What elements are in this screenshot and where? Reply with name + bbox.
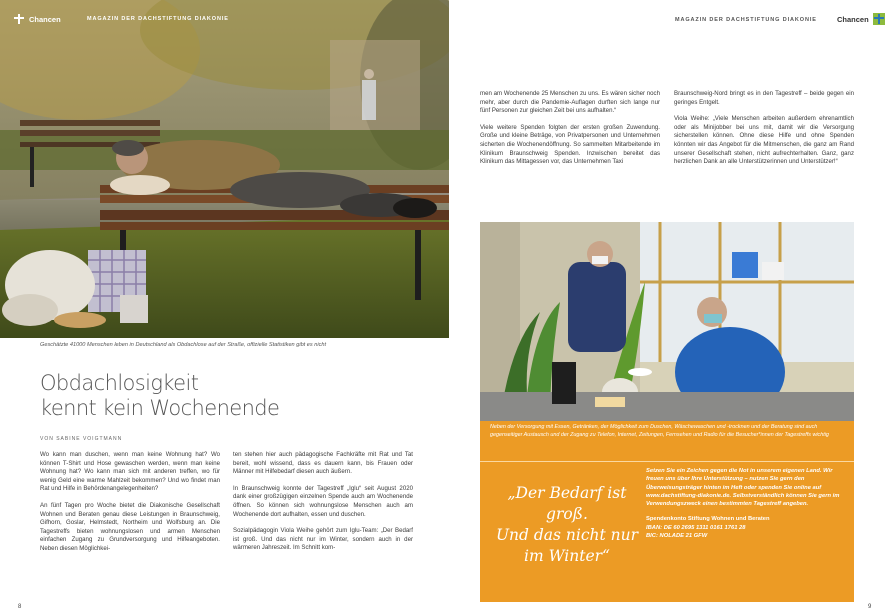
homeless-man-on-bench-photo	[0, 0, 449, 338]
pull-quote-line-1: „Der Bedarf ist groß.	[507, 484, 627, 523]
page-number: 8	[18, 604, 22, 610]
right-column-1	[480, 90, 660, 175]
right-column-2	[674, 90, 854, 175]
brand-name: Chancen	[29, 14, 61, 24]
chancen-logo	[13, 13, 61, 25]
article-title-line-1: Obdachlosigkeit	[40, 371, 199, 395]
paragraph: Viele weitere Spenden folgten der ersten großen Zuwendung. Große und kleine Beträge, von Privatpersonen und Unternehmen sicherten die Wochenendöffnung. So sammelten Mitarbeitende im Klinikum Braunschweig Spenden. Inzwischen bereitet das Klinikum das Mittagessen vor, das Unternehmen Taxi	[480, 123, 660, 166]
left-column-1	[40, 451, 220, 562]
divider	[480, 461, 854, 462]
page-number: 9	[868, 604, 872, 610]
chancen-logo	[837, 13, 885, 25]
paragraph: ten stehen hier auch pädagogische Fachkräfte mit Rat und Tat bereit, wohl wissend, dass es dauern kann, bis Frauen oder Männer mit Hilfebedarf diesen auch äußern.	[233, 451, 413, 476]
info-panel	[480, 421, 854, 602]
cross-icon	[13, 13, 25, 25]
photo-caption: Neben der Versorgung mit Essen, Getränken, der Möglichkeit zum Duschen, Wäschewaschen und -trocknen und der Beratung sind auch gegenseitiger Austausch und der Zugang zu Telefon, Internet, Zeitungen, Fernsehen und Radio für die Besucher*innen der Tagestreffs wichtig	[490, 424, 829, 438]
account-title: Spendenkonto Stiftung Wohnen und Beraten	[646, 516, 770, 523]
paragraph: In Braunschweig konnte der Tagestreff „Iglu“ seit August 2020 dank einer großzügigen einzelnen Spende auch am Wochenende öffnen. So können sich wohnungslose Menschen auch am Wochenende dort aufhalten, essen und duschen.	[233, 484, 413, 518]
brand-name: Chancen	[837, 14, 869, 24]
magazine-title: MAGAZIN DER DACHSTIFTUNG DIAKONIE	[87, 16, 229, 22]
iban: IBAN: DE 60 2695 1311 0161 1761 28	[646, 524, 746, 531]
magazine-title: MAGAZIN DER DACHSTIFTUNG DIAKONIE	[675, 17, 817, 23]
paragraph: Sozialpädagogin Viola Weihe gehört zum Iglu-Team: „Der Bedarf ist groß. Und das nicht nur im Winter, sondern auch in der wärmeren Jahreszeit. Im Schnitt kom-	[233, 527, 413, 552]
pull-quote-line-3: im Winter“	[524, 547, 610, 565]
left-column-2	[233, 451, 413, 561]
donation-text: Setzen Sie ein Zeichen gegen die Not in unserem eigenen Land. Wir freuen uns über Ihre Unterstützung – nutzen Sie gern den Überweisungsträger hinten im Heft oder spenden Sie online auf www.dachstiftung-diakonie.de. Selbstverständlich können Sie gern im Verwendungszweck einen bestimmten Tagestreff angeben.	[646, 468, 840, 508]
pull-quote	[492, 483, 642, 567]
article-title	[40, 371, 279, 421]
paragraph: men am Wochenende 25 Menschen zu uns. Es wären sicher noch mehr, aber durch die Pandemie-Auflagen durften sich lange nur fünf Personen zur gleichen Zeit bei uns aufhalten.“	[480, 90, 660, 115]
paragraph: Wo kann man duschen, wenn man keine Wohnung hat? Wo können T-Shirt und Hose gewaschen werden, wenn man keine Wohnung hat? Wo kann man sich mit anderen treffen, wo für wenig Geld eine warme Mahlzeit bekommen? Und wo findet man Rat und Hilfe in Behördenangelegenheiten?	[40, 451, 220, 493]
article-title-line-2: kennt kein Wochenende	[40, 396, 280, 420]
donation-info	[646, 467, 846, 540]
paragraph: An fünf Tagen pro Woche bietet die Diakonische Gesellschaft Wohnen und Beraten genau diese Leistungen in Braunschweig, Gifhorn, Goslar, Helmstedt, Northeim und Wolfsburg an. Die Tagestreffs bieten wohnungslosen und armen Menschen einfachen Zugang zu Grundversorgung und Hilfeangeboten. Neben diesen Möglichkei-	[40, 501, 220, 552]
paragraph: Viola Weihe: „Viele Menschen arbeiten außerdem ehrenamtlich oder als Minijobber bei uns mit, damit wir die Versorgung sicherstellen können. Ohne diese Hilfe und ohne Spenden könnten wir das Angebot für die Mitmenschen, die ganz am Rand unserer Gesellschaft stehen, nicht aufrechterhalten. Ganz, ganz herzlichen Dank an alle Unterstützerinnen und Unterstützer!“	[674, 115, 854, 166]
photo-caption: Geschätzte 41000 Menschen leben in Deutschland als Obdachlose auf der Straße, offizielle Statistiken gibt es nicht	[40, 342, 327, 348]
bic: BIC: NOLADE 21 GFW	[646, 533, 708, 540]
byline: VON SABINE VOIGTMANN	[40, 436, 123, 442]
tagestreff-photo	[480, 222, 854, 421]
paragraph: Braunschweig-Nord bringt es in den Tagestreff – beide gegen ein geringes Entgelt.	[674, 90, 854, 106]
pull-quote-line-2: Und das nicht nur	[495, 526, 639, 544]
cross-icon	[873, 13, 885, 25]
right-page	[449, 0, 886, 615]
